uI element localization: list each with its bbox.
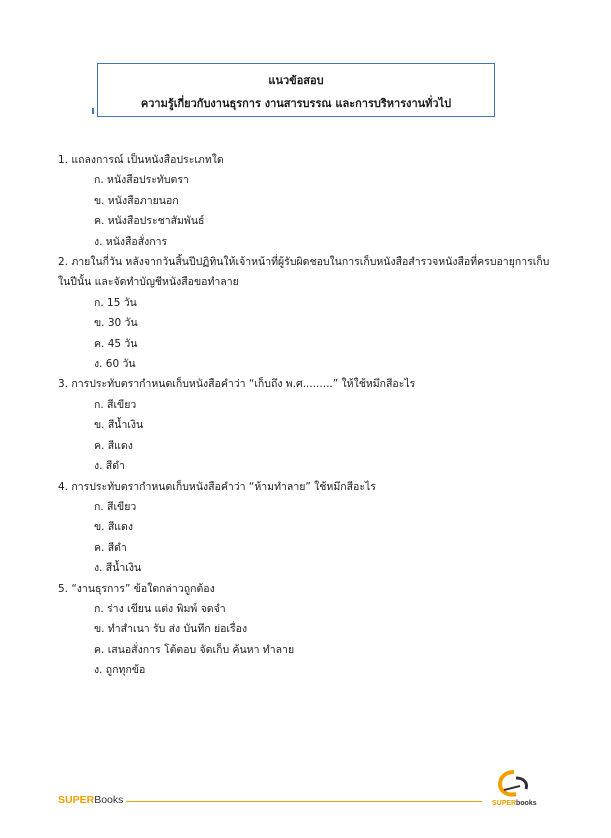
question-text: 5. “งานธุรการ” ข้อใดกล่าวถูกต้อง — [58, 582, 215, 595]
footer-divider — [126, 801, 482, 802]
option: ง. หนังสือสั่งการ — [94, 235, 168, 248]
logo-text-super: SUPER — [492, 800, 517, 807]
option: ข. ทำสำเนา รับ ส่ง บันทึก ย่อเรื่อง — [94, 623, 248, 636]
footer-brand-super: SUPER — [58, 794, 95, 806]
option: ก. สีเขียว — [94, 398, 137, 411]
corner-mark — [92, 108, 94, 114]
option: ก. ร่าง เขียน แต่ง พิมพ์ จดจำ — [94, 602, 226, 615]
option: ค. สีแดง — [94, 439, 133, 452]
option: ก. หนังสือประทับตรา — [94, 174, 189, 187]
question-text: 1. แถลงการณ์ เป็นหนังสือประเภทใด — [58, 154, 224, 166]
title-box — [97, 63, 495, 117]
option: ค. 45 วัน — [94, 337, 138, 350]
page-title: แนวข้อสอบ — [268, 74, 324, 87]
question-list — [58, 150, 558, 681]
option: ก. 15 วัน — [94, 296, 137, 309]
option: ค. หนังสือประชาสัมพันธ์ — [94, 215, 205, 228]
option: ง. ถูกทุกข้อ — [94, 664, 146, 677]
question-text: 2. ภายในกี่วัน หลังจากวันสิ้นปีปฏิทินให้เจ้าหน้าที่ผู้รับผิดชอบในการเก็บหนังสือสำรวจหนังสือที่ครบอายุการเก็บในปีนั้น และจัดทำบัญชีหนังสือขอทำลาย — [58, 256, 550, 289]
question-1 — [58, 150, 558, 252]
question-4 — [58, 477, 558, 579]
option: ง. สีน้ำเงิน — [94, 562, 142, 575]
question-3 — [58, 374, 558, 476]
option: ข. สีแดง — [94, 521, 133, 534]
option: ง. สีดำ — [94, 460, 125, 473]
option: ก. สีเขียว — [94, 500, 137, 513]
question-text: 4. การประทับตรากำหนดเก็บหนังสือคำว่า “ห้ามทำลาย” ใช้หมึกสีอะไร — [58, 480, 376, 493]
footer-brand-books: Books — [94, 794, 124, 806]
option: ข. หนังสือภายนอก — [94, 194, 179, 207]
question-5 — [58, 579, 558, 681]
footer-brand — [58, 794, 123, 806]
logo-text-books: books — [516, 800, 537, 807]
page-subtitle: ความรู้เกี่ยวกับงานธุรการ งานสารบรรณ และการบริหารงานทั่วไป — [140, 97, 452, 110]
superbooks-logo-icon — [484, 768, 544, 808]
option: ค. เสนอสั่งการ โต้ตอบ จัดเก็บ ค้นหา ทำลาย — [94, 643, 295, 656]
option: ข. 30 วัน — [94, 317, 138, 330]
option: ค. สีดำ — [94, 541, 127, 554]
question-2 — [58, 252, 558, 374]
option: ข. สีน้ำเงิน — [94, 419, 144, 432]
option: ง. 60 วัน — [94, 358, 136, 371]
question-text: 3. การประทับตรากำหนดเก็บหนังสือคำว่า “เก็บถึง พ.ศ.........” ให้ใช้หมึกสีอะไร — [58, 378, 416, 391]
